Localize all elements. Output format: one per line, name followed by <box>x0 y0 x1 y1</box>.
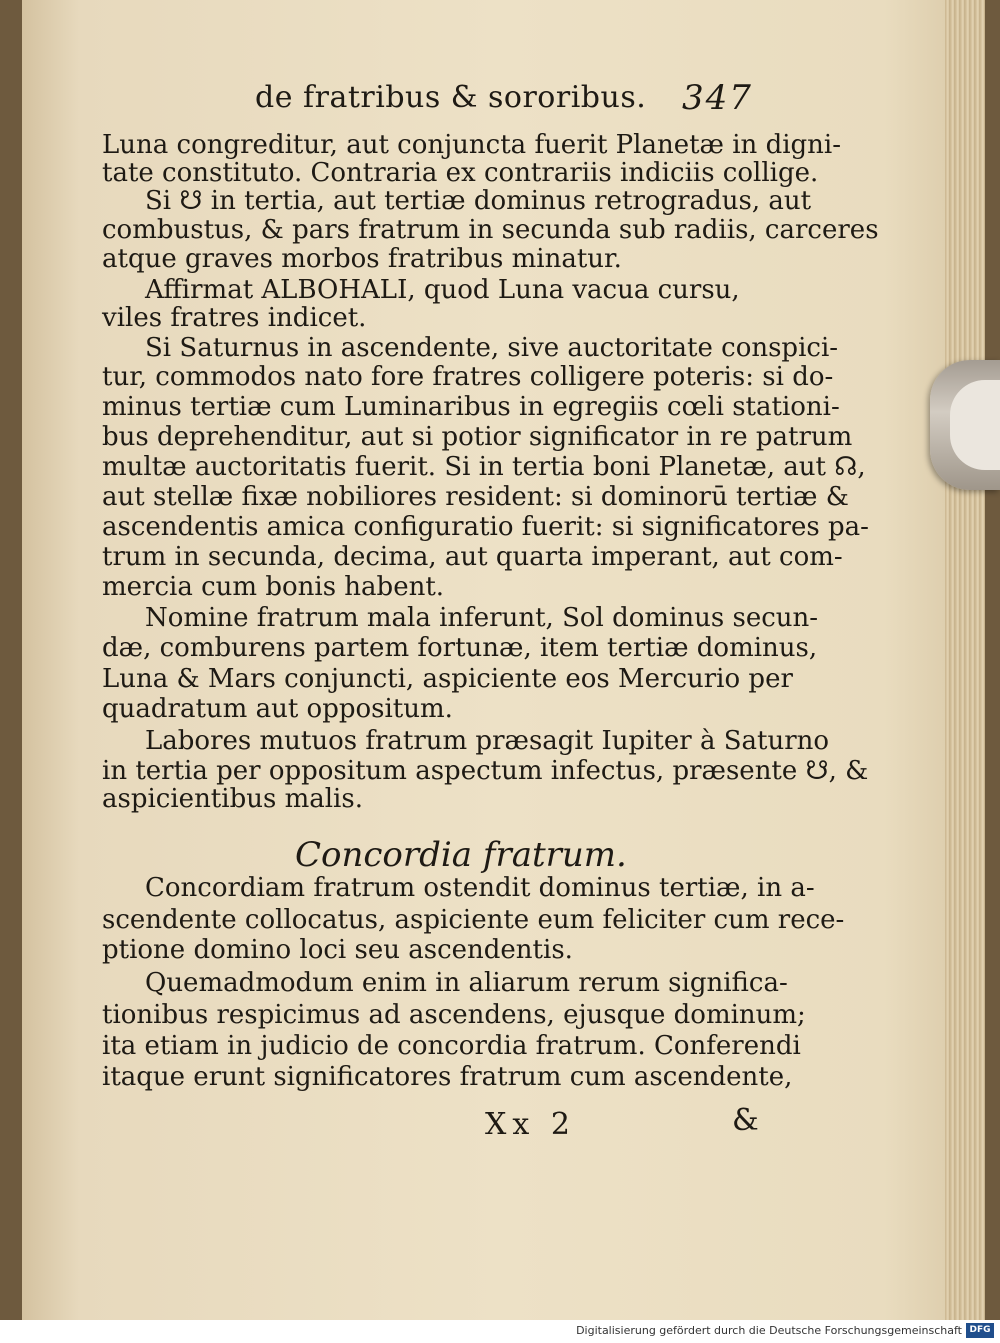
text-line: trum in secunda, decima, aut quarta imperant, aut com- <box>102 542 843 572</box>
page-clip-inner <box>950 380 1000 470</box>
text-line: tur, commodos nato fore fratres colligere poteris: si do- <box>102 362 834 392</box>
text-line: aspicientibus malis. <box>102 784 363 814</box>
text-line: Si ☋ in tertia, aut tertiæ dominus retrogradus, aut <box>145 186 812 216</box>
text-line: tionibus respicimus ad ascendens, ejusque dominum; <box>102 1000 806 1030</box>
text-line: multæ auctoritatis fuerit. Si in tertia boni Planetæ, aut ☊, <box>102 452 866 482</box>
text-line: minus tertiæ cum Luminaribus in egregiis cœli stationi- <box>102 392 840 422</box>
page-edges <box>945 0 985 1320</box>
signature-mark: Xx 2 <box>485 1107 576 1142</box>
footer-credit: Digitalisierung gefördert durch die Deutsche Forschungsgemeinschaft <box>576 1324 962 1337</box>
running-head: de fratribus & sororibus. <box>255 80 647 115</box>
text-line: combustus, & pars fratrum in secunda sub radiis, carceres <box>102 215 879 245</box>
page-number: 347 <box>682 78 753 118</box>
text-line: Nomine fratrum mala inferunt, Sol dominus secun- <box>145 603 819 633</box>
catchword: & <box>732 1103 759 1138</box>
footer-bar <box>0 1320 1000 1343</box>
text-line: Affirmat ALBOHALI, quod Luna vacua cursu, <box>145 275 740 305</box>
text-line: mercia cum bonis habent. <box>102 572 445 602</box>
text-line: tate constituto. Contraria ex contrariis indiciis collige. <box>102 158 819 188</box>
text-line: Luna congreditur, aut conjuncta fuerit Planetæ in digni- <box>102 130 842 160</box>
text-line: ptione domino loci seu ascendentis. <box>102 935 573 965</box>
text-line: Concordiam fratrum ostendit dominus tertiæ, in a- <box>145 873 815 903</box>
dfg-logo: DFG <box>966 1323 994 1338</box>
text-line: quadratum aut oppositum. <box>102 694 453 724</box>
text-line: bus deprehenditur, aut si potior significator in re patrum <box>102 422 853 452</box>
text-line: Labores mutuos fratrum præsagit Iupiter à Saturno <box>145 726 830 756</box>
text-line: ita etiam in judicio de concordia fratrum. Conferendi <box>102 1031 801 1061</box>
text-line: atque graves morbos fratribus minatur. <box>102 244 622 274</box>
section-heading: Concordia fratrum. <box>295 835 627 875</box>
text-line: itaque erunt significatores fratrum cum ascendente, <box>102 1062 793 1092</box>
text-line: in tertia per oppositum aspectum infectus, præsente ☋, & <box>102 756 869 786</box>
text-line: dæ, comburens partem fortunæ, item tertiæ dominus, <box>102 633 818 663</box>
text-line: Si Saturnus in ascendente, sive auctoritate conspici- <box>145 333 839 363</box>
text-line: ascendentis amica configuratio fuerit: si significatores pa- <box>102 512 869 542</box>
text-line: Luna & Mars conjuncti, aspiciente eos Mercurio per <box>102 664 793 694</box>
text-line: scendente collocatus, aspiciente eum feliciter cum rece- <box>102 905 845 935</box>
text-line: Quemadmodum enim in aliarum rerum significa- <box>145 968 788 998</box>
text-line: aut stellæ fixæ nobiliores resident: si dominorū tertiæ & <box>102 482 849 512</box>
text-line: viles fratres indicet. <box>102 303 367 333</box>
